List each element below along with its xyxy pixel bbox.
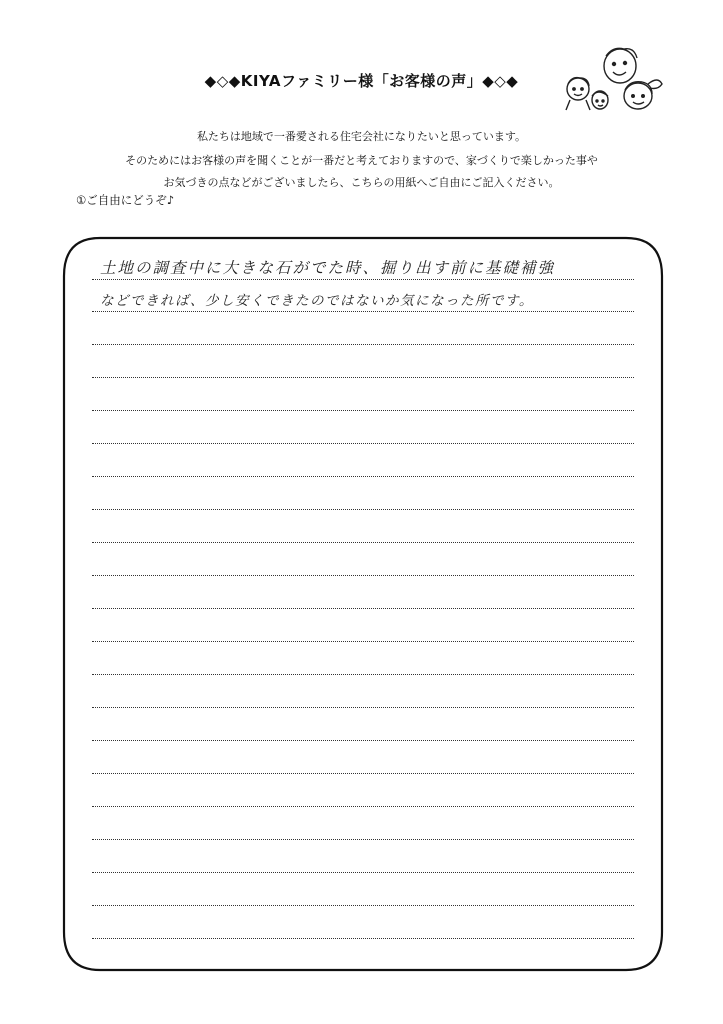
writing-line	[92, 806, 634, 807]
writing-line	[92, 279, 634, 280]
writing-line	[92, 476, 634, 477]
writing-line	[92, 707, 634, 708]
family-cartoon-icon	[558, 44, 668, 124]
writing-line	[92, 608, 634, 609]
form-prompt: ①ご自由にどうぞ♪	[76, 193, 175, 207]
writing-line	[92, 443, 634, 444]
writing-line	[92, 575, 634, 576]
writing-line	[92, 410, 634, 411]
writing-line	[92, 641, 634, 642]
intro-line-2: そのためにはお客様の声を聞くことが一番だと考えておりますので、家づくりで楽しかった事や	[125, 154, 598, 167]
handwritten-comment-line-2: などできれば、少し安くできたのではないか気になった所です。	[100, 293, 534, 309]
writing-line	[92, 773, 634, 774]
writing-line	[92, 377, 634, 378]
writing-line	[92, 938, 634, 939]
writing-line	[92, 542, 634, 543]
page-title: ◆◇◆KIYAファミリー様「お客様の声」◆◇◆	[204, 72, 519, 90]
writing-line	[92, 674, 634, 675]
writing-line	[92, 344, 634, 345]
writing-line	[92, 740, 634, 741]
writing-line	[92, 905, 634, 906]
writing-line	[92, 509, 634, 510]
intro-line-3: お気づきの点などがございましたら、こちらの用紙へご自由にご記入ください。	[163, 176, 560, 189]
writing-line	[92, 839, 634, 840]
writing-line	[92, 872, 634, 873]
handwritten-comment-line-1: 土地の調査中に大きな石がでた時、掘り出す前に基礎補強	[100, 259, 556, 277]
intro-line-1: 私たちは地域で一番愛される住宅会社になりたいと思っています。	[196, 130, 527, 143]
writing-line	[92, 311, 634, 312]
